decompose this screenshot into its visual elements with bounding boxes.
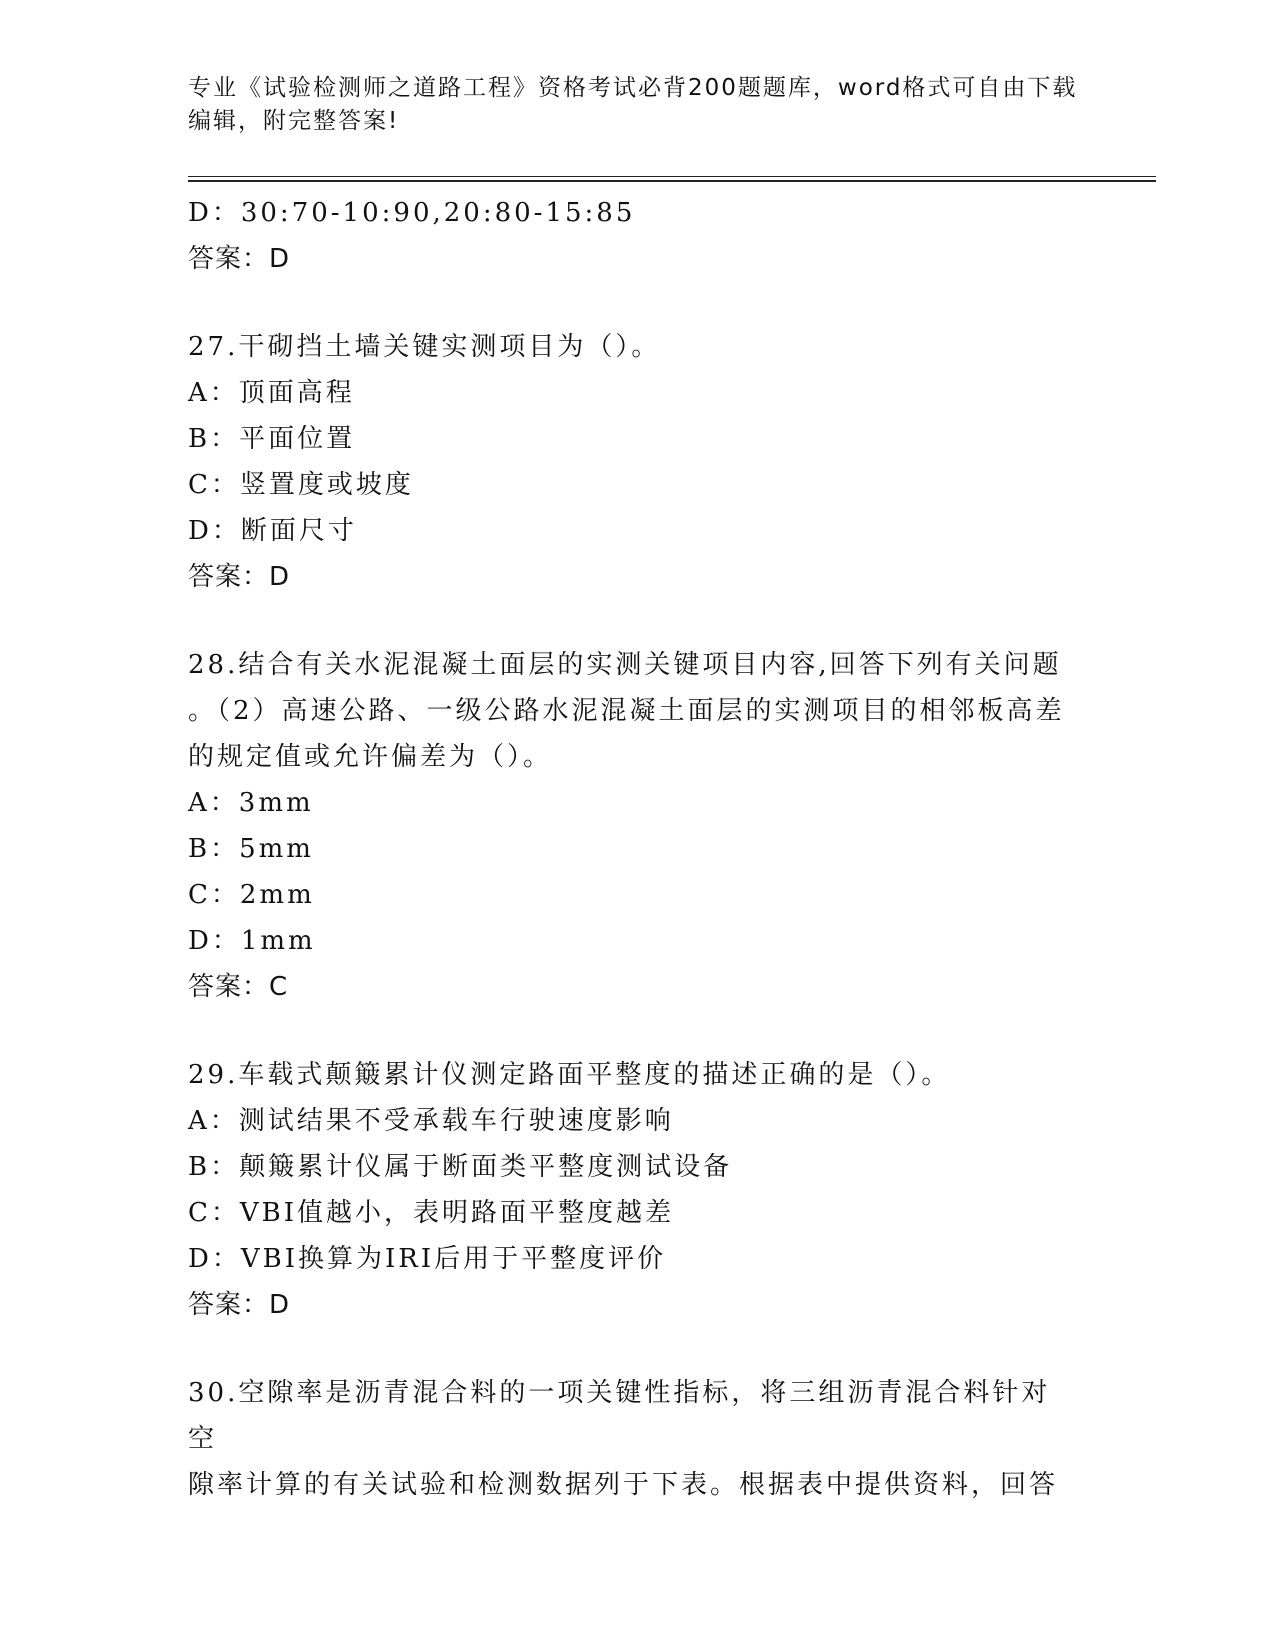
option-c: C：竖置度或坡度 xyxy=(188,470,414,500)
question-29 xyxy=(188,1052,1088,1328)
option-c: C：VBI值越小，表明路面平整度越差 xyxy=(188,1198,675,1228)
option-a: A：测试结果不受承载车行驶速度影响 xyxy=(188,1106,674,1136)
document-header xyxy=(188,72,1088,138)
option-a: A：顶面高程 xyxy=(188,378,355,408)
header-line-2: 编辑，附完整答案! xyxy=(188,108,400,134)
option-c: C：2mm xyxy=(188,880,315,910)
option-d: D：1mm xyxy=(188,926,316,956)
answer: 答案：D xyxy=(188,244,291,274)
question-stem: 27.干砌挡土墙关键实测项目为（）。 xyxy=(188,332,661,362)
header-line-1: 专业《试验检测师之道路工程》资格考试必背200题题库，word格式可自由下载 xyxy=(188,75,1078,101)
question-stem: 29.车载式颠簸累计仪测定路面平整度的描述正确的是（）。 xyxy=(188,1060,951,1090)
header-divider xyxy=(188,176,1156,177)
option-b: B：平面位置 xyxy=(188,424,356,454)
question-28 xyxy=(188,642,1088,1010)
question-27 xyxy=(188,324,1088,600)
question-stem-line-1: 30.空隙率是沥青混合料的一项关键性指标，将三组沥青混合料针对空 xyxy=(188,1378,1051,1454)
answer: 答案：C xyxy=(188,972,289,1002)
option-a: A：3mm xyxy=(188,788,314,818)
option-d: D：VBI换算为IRI后用于平整度评价 xyxy=(188,1244,667,1274)
previous-question-tail xyxy=(188,190,1088,282)
document-content xyxy=(188,190,1088,1508)
header-divider-thick xyxy=(188,180,1156,182)
question-stem-line-1: 28.结合有关水泥混凝土面层的实测关键项目内容,回答下列有关问题 xyxy=(188,650,1062,680)
answer: 答案：D xyxy=(188,1290,291,1320)
question-30 xyxy=(188,1370,1088,1508)
option-d: D：断面尺寸 xyxy=(188,516,357,546)
option-b: B：5mm xyxy=(188,834,314,864)
answer: 答案：D xyxy=(188,562,291,592)
option-b: B：颠簸累计仪属于断面类平整度测试设备 xyxy=(188,1152,733,1182)
question-stem-line-2: 。（2）高速公路、一级公路水泥混凝土面层的实测项目的相邻板高差 xyxy=(188,696,1065,726)
option-d: D：30:70-10:90,20:80-15:85 xyxy=(188,198,636,228)
question-stem-line-2: 隙率计算的有关试验和检测数据列于下表。根据表中提供资料，回答 xyxy=(188,1470,1059,1500)
question-stem-line-3: 的规定值或允许偏差为（）。 xyxy=(188,742,553,772)
